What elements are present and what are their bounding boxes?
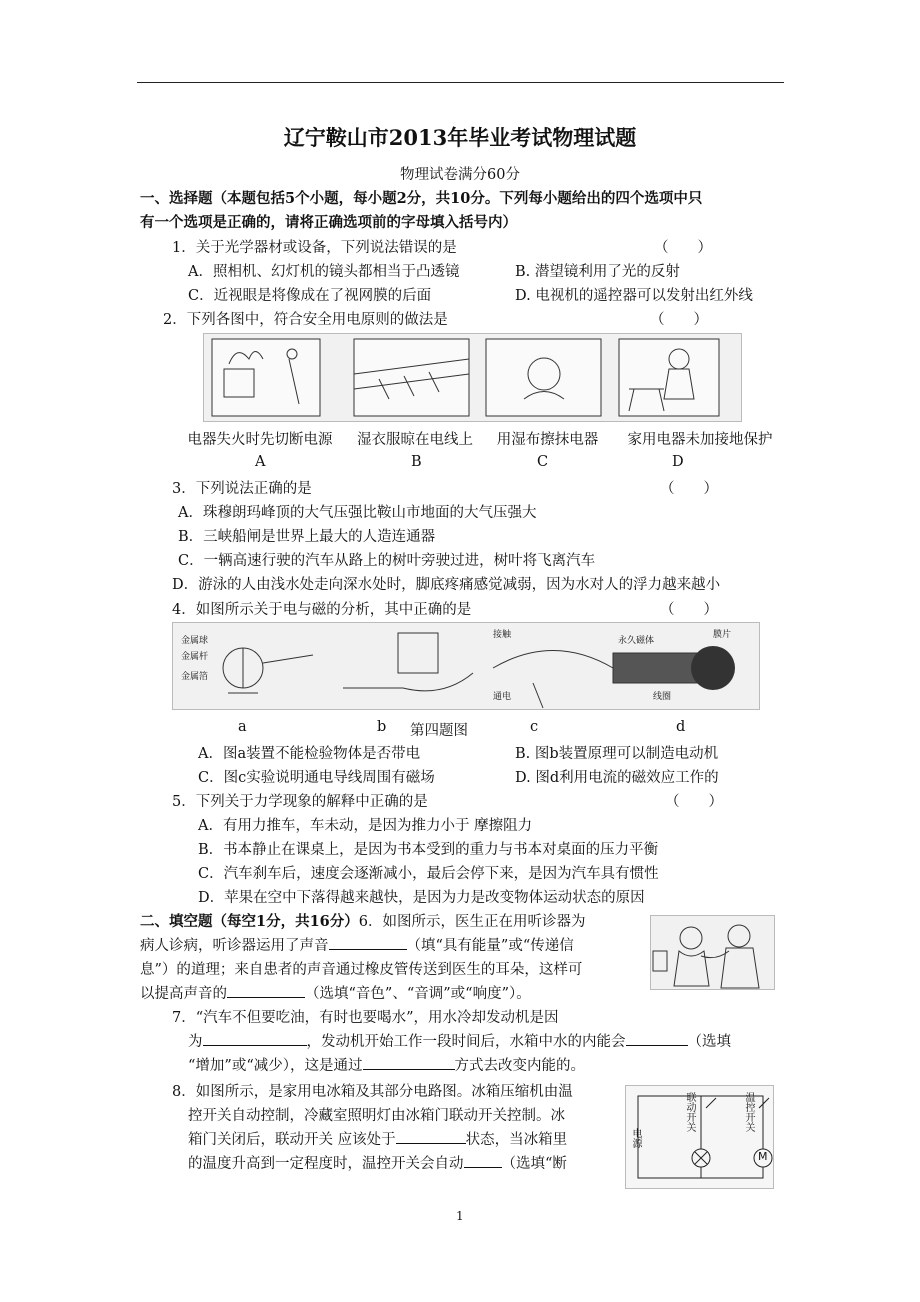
q5-option-d: D．苹果在空中下落得越来越快，是因为力是改变物体运动状态的原因 [198, 890, 645, 906]
q6-blank-2[interactable] [227, 983, 305, 998]
q8-line2: 控开关自动控制，冷藏室照明灯由冰箱门联动开关控制。冰 [188, 1108, 565, 1124]
q1-bracket: （ ） [654, 240, 712, 256]
q4-label-jinshuqiu: 金属球 [181, 636, 209, 646]
q4-label-yongjiu: 永久磁体 [618, 636, 655, 646]
section2-heading: 二、填空题（每空1分，共16分） [140, 913, 359, 930]
q7-blank-2[interactable] [626, 1031, 688, 1046]
q4-label-tongdian: 通电 [493, 692, 512, 702]
q5-option-c: C．汽车刹车后，速度会逐渐减小，最后会停下来，是因为汽车具有惯性 [198, 866, 659, 882]
q5-option-b: B．书本静止在课桌上，是因为书本受到的重力与书本对桌面的压力平衡 [198, 842, 659, 858]
q5-bracket: （ ） [665, 794, 723, 810]
q1-option-d: D. 电视机的遥控器可以发射出红外线 [515, 288, 753, 304]
page-subtitle: 物理试卷满分60分 [400, 167, 520, 183]
q4-bracket: （ ） [660, 602, 718, 618]
q3-option-d: D．游泳的人由浅水处走向深水处时，脚底疼痛感觉减弱，因为水对人的浮力越来越小 [172, 577, 721, 593]
q8-text-3b: 状态，当冰箱里 [465, 1132, 568, 1148]
q2-caption-b: 湿衣服晾在电线上 [357, 432, 473, 448]
page-title: 辽宁鞍山市2013年毕业考试物理试题 [283, 125, 637, 150]
q2-figure-strip [203, 333, 742, 422]
q8-line3 [188, 1128, 567, 1149]
section1-heading-line2: 有一个选项是正确的，请将正确选项前的字母填入括号内） [140, 214, 517, 231]
q2-caption-c: 用湿布擦抹电器 [496, 432, 599, 448]
q6-text-2b: （填“具有能量”或“传递信 [406, 938, 574, 954]
q6-doctor-figure [650, 915, 775, 990]
q7-text-3b: 方式去改变内能的。 [454, 1058, 585, 1074]
q4-letter-a: a [238, 719, 247, 735]
q4-label-mopian: 膜片 [713, 630, 732, 640]
q8-label-power: 电源 [630, 1128, 641, 1148]
q3-stem: 3．下列说法正确的是 [172, 481, 312, 497]
q6-text-2a: 病人诊病，听诊器运用了声音 [140, 938, 329, 954]
q4-letter-b: b [377, 719, 387, 735]
q5-stem: 5．下列关于力学现象的解释中正确的是 [172, 794, 428, 810]
q4-label-jiechu: 接触 [493, 630, 512, 640]
q4-stem: 4．如图所示关于电与磁的分析，其中正确的是 [172, 602, 472, 618]
q1-option-a: A．照相机、幻灯机的镜头都相当于凸透镜 [188, 264, 460, 280]
q8-line4 [188, 1152, 567, 1173]
q4-option-a: A．图a装置不能检验物体是否带电 [198, 746, 421, 762]
q4-label-jinshugan: 金属杆 [181, 652, 209, 662]
q7-text-2c: （选填 [687, 1034, 731, 1050]
q7-text-3a: “增加”或“减少），这是通过 [188, 1058, 363, 1074]
q3-option-a: A．珠穆朗玛峰顶的大气压强比鞍山市地面的大气压强大 [178, 505, 537, 521]
q6-text-4b: （选填“音色”、“音调”或“响度”）。 [305, 986, 531, 1002]
q1-option-b: B. 潜望镜利用了光的反射 [515, 264, 680, 280]
q8-text-4b: （选填“断 [501, 1156, 567, 1172]
q6-text-1: 6．如图所示，医生正在用听诊器为 [358, 914, 586, 930]
q6-line1 [140, 910, 586, 931]
q8-label-link-switch: 联动开关 [684, 1092, 695, 1132]
q3-bracket: （ ） [660, 481, 718, 497]
q2-letter-c: C [537, 454, 549, 470]
q2-letter-a: A [255, 454, 266, 470]
q2-stem: 2．下列各图中，符合安全用电原则的做法是 [163, 312, 448, 328]
q4-option-c: C．图c实验说明通电导线周围有磁场 [198, 770, 435, 786]
q2-bracket: （ ） [650, 312, 708, 328]
q8-text-3a: 箱门关闭后，联动开关 应该处于 [188, 1132, 396, 1148]
q4-label-xianquan: 线圈 [653, 692, 672, 702]
q7-line3 [188, 1054, 585, 1075]
q6-line4 [140, 982, 531, 1003]
q8-circuit-diagram [625, 1085, 774, 1189]
q4-option-b: B. 图b装置原理可以制造电动机 [515, 746, 719, 762]
q1-stem: 1．关于光学器材或设备，下列说法错误的是 [172, 240, 457, 256]
q4-option-d: D. 图d利用电流的磁效应工作的 [515, 770, 719, 786]
q6-line2 [140, 934, 574, 955]
q8-blank-1[interactable] [396, 1129, 466, 1144]
q4-figure-strip [172, 622, 760, 710]
q2-caption-a: 电器失火时先切断电源 [187, 432, 333, 448]
page-number: 1 [456, 1209, 464, 1223]
q6-text-4a: 以提高声音的 [140, 986, 227, 1002]
q3-option-b: B．三峡船闸是世界上最大的人造连通器 [178, 529, 436, 545]
q7-line1: 7．“汽车不但要吃油，有时也要喝水”，用水冷却发动机是因 [172, 1010, 559, 1026]
q1-option-c: C．近视眼是将像成在了视网膜的后面 [188, 288, 432, 304]
q2-letter-d: D [672, 454, 684, 470]
q3-option-c: C．一辆高速行驶的汽车从路上的树叶旁驶过进，树叶将飞离汽车 [178, 553, 596, 569]
section1-heading-line1: 一、选择题（本题包括5个小题，每小题2分，共10分。下列每小题给出的四个选项中只 [140, 190, 703, 207]
q8-label-temp-switch: 温控开关 [743, 1092, 754, 1132]
q5-option-a: A．有用力推车，车未动，是因为推力小于 摩擦阻力 [198, 818, 533, 834]
q8-text-4a: 的温度升高到一定程度时，温控开关会自动 [188, 1156, 464, 1172]
q7-line2 [188, 1030, 731, 1051]
q8-line1: 8．如图所示，是家用电冰箱及其部分电路图。冰箱压缩机由温 [172, 1084, 573, 1100]
header-rule [137, 82, 784, 83]
q6-blank-1[interactable] [329, 935, 407, 950]
q4-label-jinshubo: 金属箔 [181, 672, 209, 682]
q7-blank-1[interactable] [203, 1031, 307, 1046]
q7-text-2a: 为 [188, 1034, 203, 1050]
q4-letter-d: d [676, 719, 686, 735]
q7-blank-3[interactable] [363, 1055, 455, 1070]
q2-letter-b: B [411, 454, 422, 470]
q4-letter-c: c [530, 719, 539, 735]
q7-text-2b: ，发动机开始工作一段时间后，水箱中水的内能会 [306, 1034, 626, 1050]
q6-line3: 息”）的道理；来自患者的声音通过橡皮管传送到医生的耳朵，这样可 [140, 962, 583, 978]
q4-figure-caption: 第四题图 [410, 723, 468, 739]
q2-caption-d: 家用电器未加接地保护 [627, 432, 773, 448]
q8-label-motor: M [758, 1150, 768, 1163]
q8-blank-2[interactable] [464, 1153, 502, 1168]
